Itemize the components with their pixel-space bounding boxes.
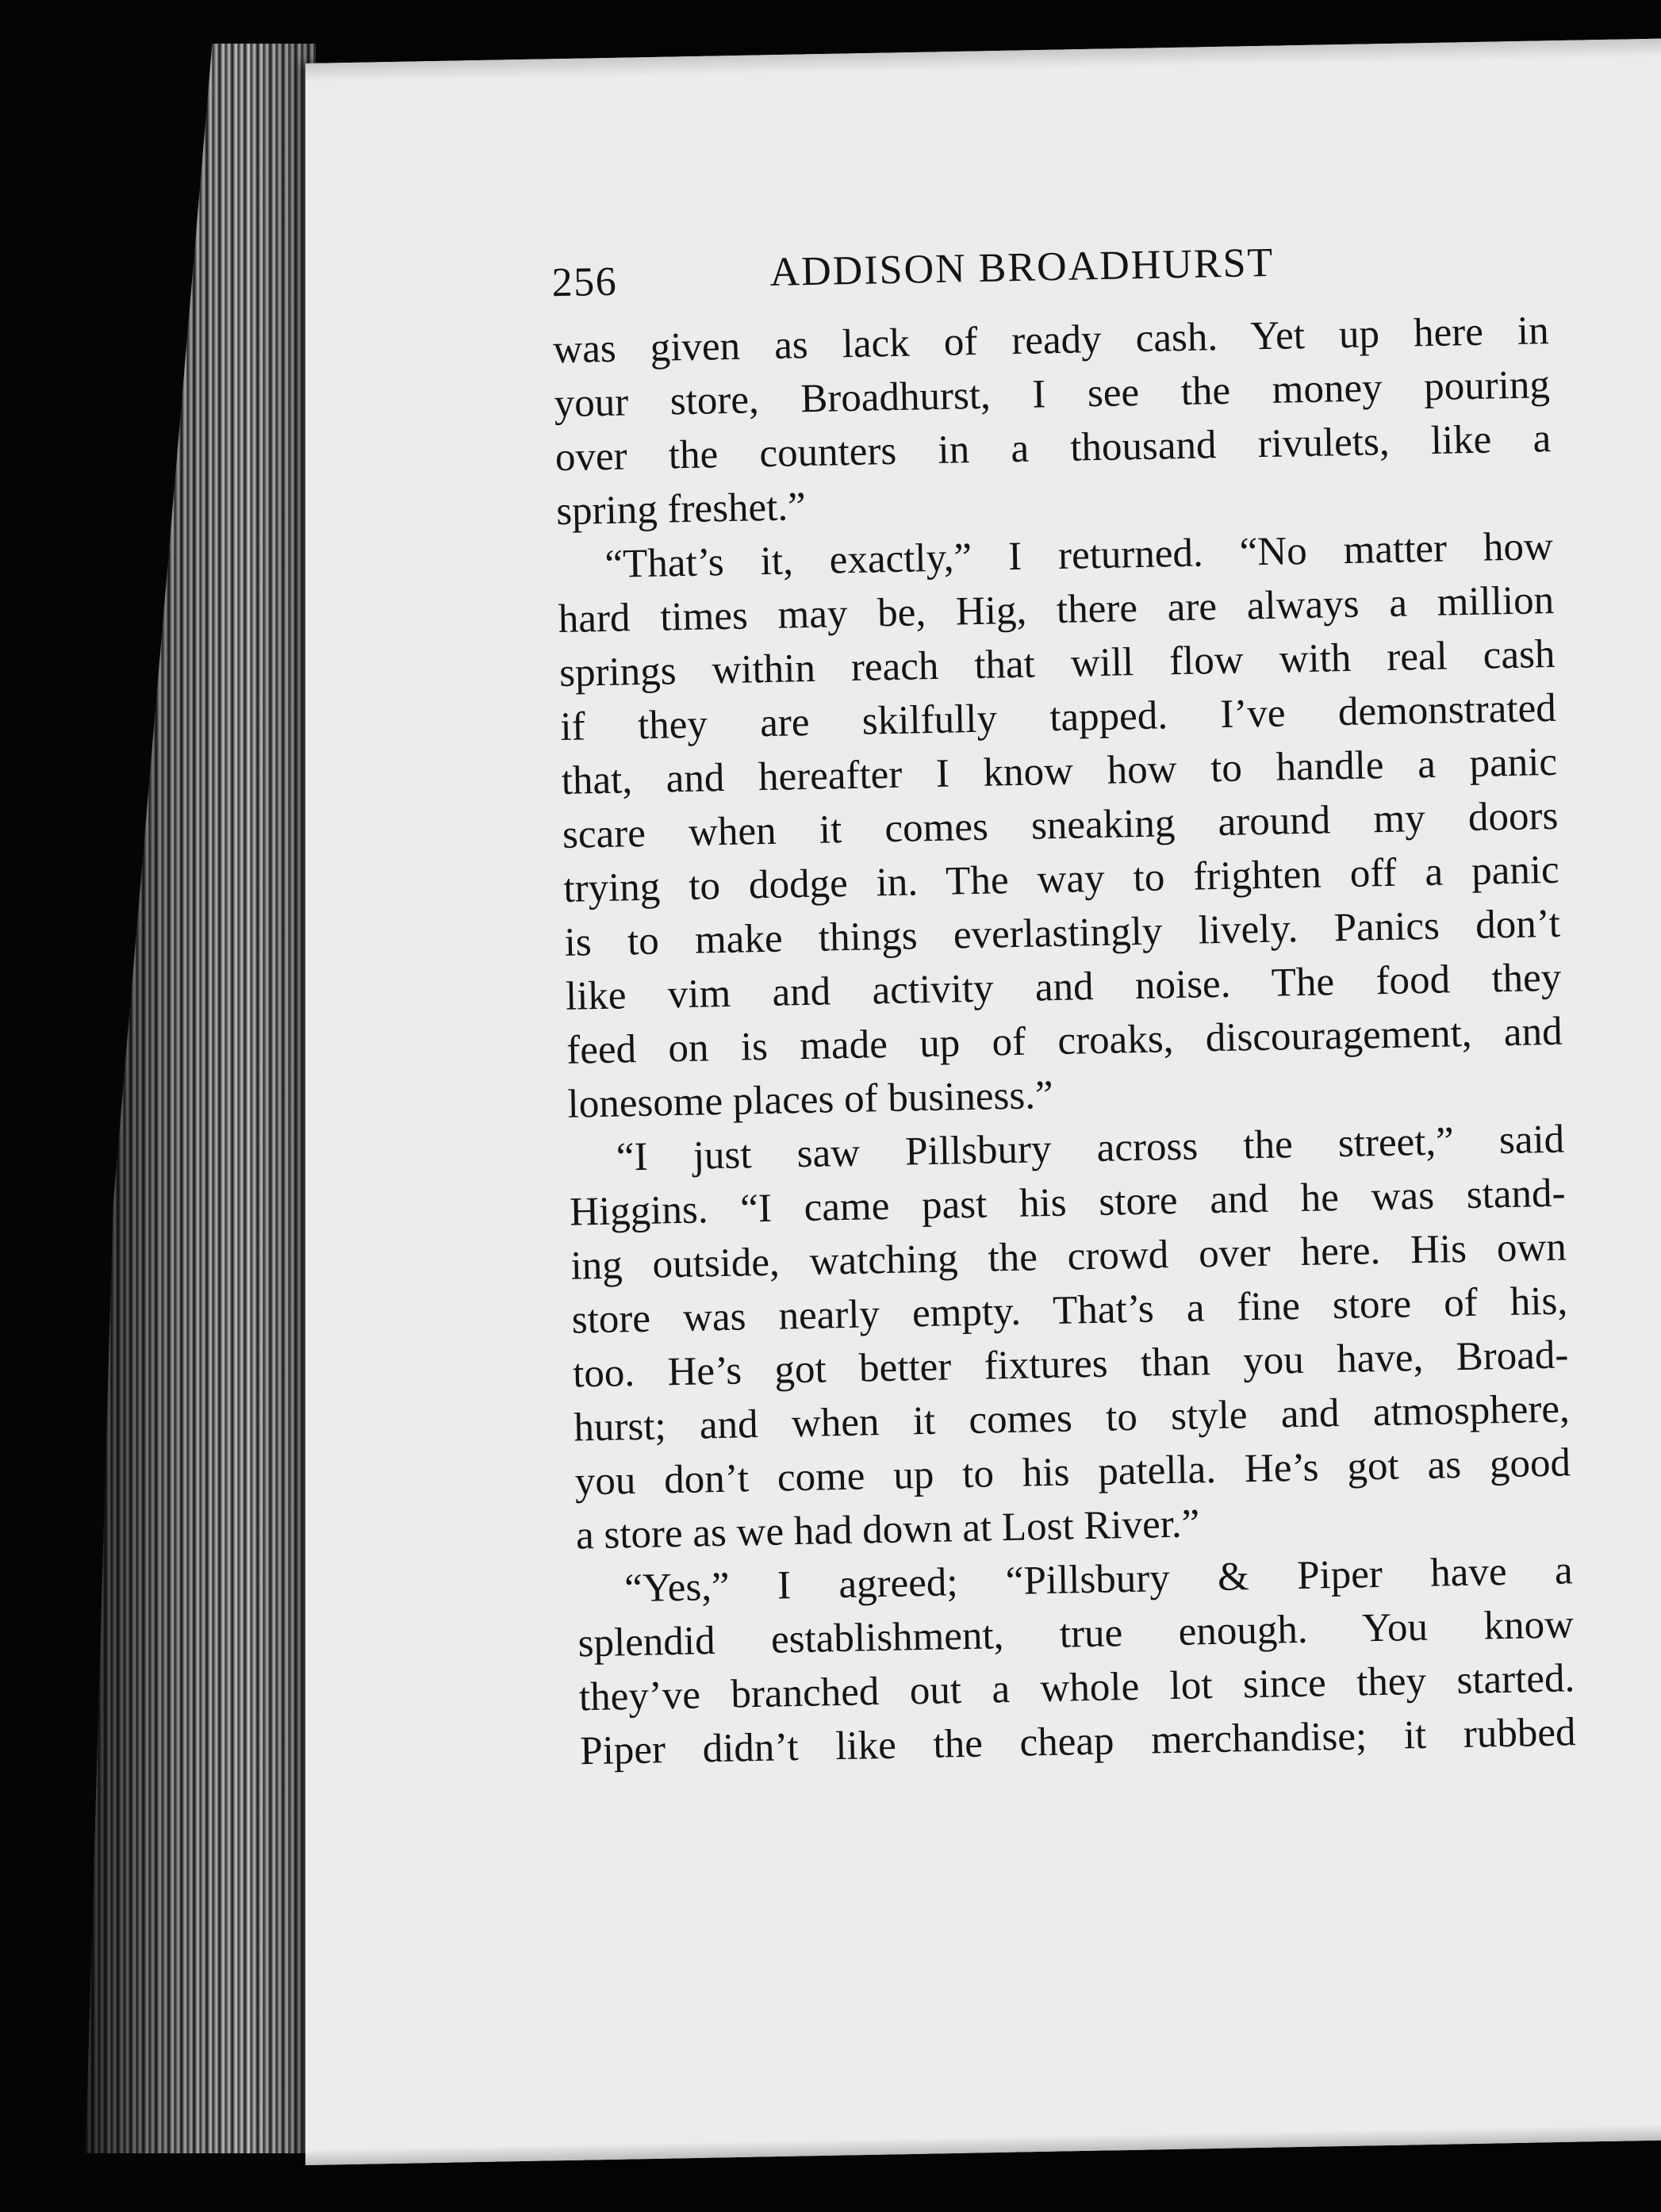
text-line: like vim and activity and noise. The food they (565, 955, 1562, 1019)
text-line: scare when it comes sneaking around my doors (562, 793, 1559, 857)
book-page (305, 39, 1661, 2165)
text-line: your store, Broadhurst, I see the money pouring (554, 362, 1551, 427)
text-block (551, 234, 1596, 1779)
text-line: spring freshet.” (555, 485, 807, 535)
text-line: “That’s it, exactly,” I returned. “No matter how (604, 524, 1554, 587)
text-line: hurst; and when it comes to style and atmosphere, (573, 1386, 1571, 1451)
text-line: trying to dodge in. The way to frighten off a panic (562, 847, 1560, 911)
text-line: was given as lack of ready cash. Yet up here in (552, 309, 1550, 373)
text-line: store was nearly empty. That’s a fine store of his, (571, 1279, 1568, 1343)
text-line: over the counters in a thousand rivulets, like a (554, 416, 1552, 481)
text-line: too. He’s got better fixtures than you have, Broad- (572, 1332, 1569, 1397)
text-line: is to make things everlastingly lively. Panics don’t (564, 901, 1561, 965)
text-line: splendid establishment, true enough. You know (577, 1602, 1575, 1666)
text-line: Piper didn’t like the cheap merchandise; it rubbed (579, 1710, 1577, 1774)
page-number: 256 (551, 259, 618, 306)
text-line: “Yes,” I agreed; “Pillsbury & Piper have a (623, 1548, 1574, 1612)
running-head (551, 238, 1354, 316)
text-line: you don’t come up to his patella. He’s got as good (574, 1440, 1571, 1505)
text-line: Higgins. “I came past his store and he was stand- (569, 1171, 1566, 1235)
text-line: that, and hereafter I know how to handle a panic (561, 739, 1558, 803)
text-line: “I just saw Pillsbury across the street,” said (616, 1117, 1565, 1180)
text-line: if they are skilfully tapped. I’ve demonstrated (559, 685, 1557, 749)
body-text (553, 304, 1596, 1779)
text-line: hard times may be, Hig, there are always a million (558, 577, 1555, 642)
text-line: a store as we had down at Lost River.” (575, 1501, 1200, 1558)
text-line: ing outside, watching the crowd over here. His own (570, 1225, 1567, 1289)
running-title: ADDISON BROADHURST (769, 240, 1275, 296)
text-line: feed on is made up of croaks, discouragement, and (566, 1009, 1563, 1073)
text-line: they’ve branched out a whole lot since they started. (578, 1656, 1575, 1720)
text-line: lonesome places of business.” (567, 1073, 1054, 1127)
text-line: springs within reach that will flow with real cash (558, 631, 1556, 696)
